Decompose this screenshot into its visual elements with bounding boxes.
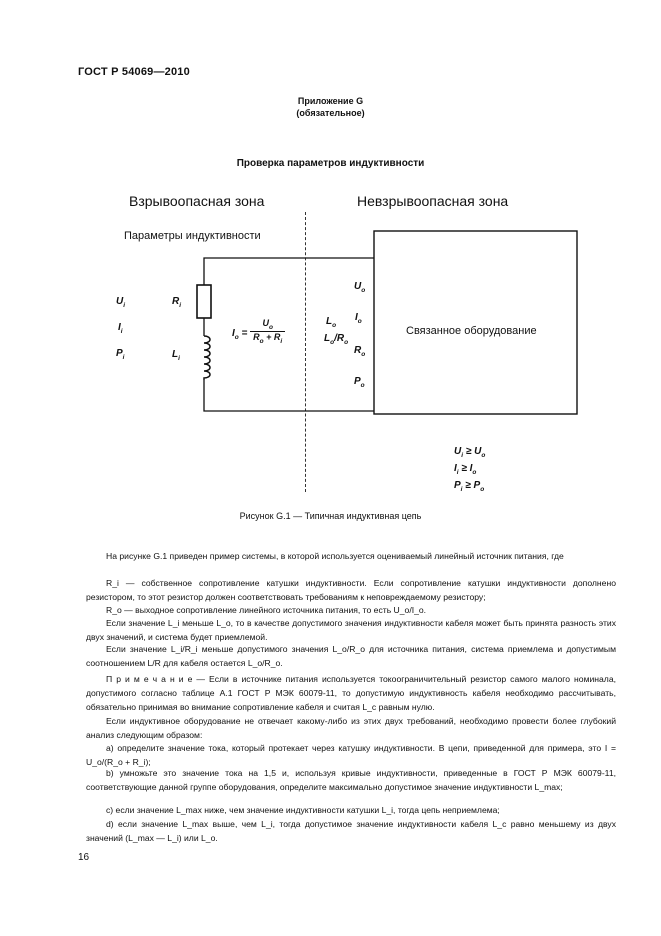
label-lo: $L_o$ [326,316,337,329]
condition-p: $P_i \ge P_o$ [454,480,485,493]
paragraph-1: На рисунке G.1 приведен пример системы, в которой используется оцениваемый линейный источник питания, где [106,551,564,561]
label-io: $I_o$ [355,312,362,325]
label-ro: $R_o$ [354,345,366,358]
section-title: Проверка параметров индуктивности [236,158,425,169]
associated-equipment-label: Связанное оборудование [406,325,537,337]
label-pi: $P_i$ [116,348,125,361]
inductor-symbol [204,336,210,380]
condition-i: $I_i \ge I_o$ [454,463,477,476]
annex-title: Приложение G [297,96,364,106]
paragraph-4: Если значение L_i меньше L_o, то в качестве допустимого значения индуктивности кабеля может быть принята разность этих двух значений, и система будет приемлемой. [86,618,616,642]
step-d: d) если значение L_max выше, чем L_i, тогда допустимое значение индуктивности кабеля L_c равно меньшему из двух значений (L_max — L_i) или L_o. [86,819,616,843]
zone-hazardous-label: Взрывоопасная зона [129,193,265,209]
paragraph-3: R_o — выходное сопротивление линейного источника питания, то есть U_o/I_o. [106,605,427,615]
paragraph-note: П р и м е ч а н и е — Если в источнике питания используется токоограничительный резистор самого малого номинала, допустимого согласно таблице А.1 ГОСТ Р МЭК 60079-11, то допустимую индуктивность кабеля необходимо рассчитывать, обязательно принимая во внимание сопротивление кабеля и считая L_c равным нулю. [86,674,616,712]
figure-caption: Рисунок G.1 — Типичная индуктивная цепь [239,511,422,521]
zone-safe-label: Невзрывоопасная зона [357,193,509,209]
label-uo: $U_o$ [354,281,366,294]
label-po: $P_o$ [354,376,365,389]
label-ii: $I_i$ [118,322,123,335]
annex-type: (обязательное) [296,108,365,118]
step-c: c) если значение L_max ниже, чем значение индуктивности катушки L_i, тогда цепь неприемлема; [106,805,500,815]
paragraph-7: Если индуктивное оборудование не отвечает какому-либо из этих двух требований, необходимо провести более глубокий анализ следующим образом: [86,716,616,740]
label-ri: $R_i$ [172,296,182,309]
current-formula: $I_o$ = $\frac{U_o}{R_o + R_i}$ [232,318,285,345]
paragraph-2: R_i — собственное сопротивление катушки индуктивности. Если сопротивление катушки индуктивности дополнено резистором, то этот резистор должен соответствовать требованиям к неповреждаемому резистору; [86,578,616,602]
standard-header: ГОСТ Р 54069—2010 [78,66,190,78]
resistor-symbol [197,285,211,318]
step-a: a) определите значение тока, который протекает через катушку индуктивности. В цепи, приведенной для примера, это I = U_o/(R_o + R_i); [86,743,616,767]
condition-u: $U_i \ge U_o$ [454,446,486,459]
params-title: Параметры индуктивности [124,230,261,242]
page-number: 16 [78,852,90,863]
paragraph-5: Если значение L_i/R_i меньше допустимого значения L_o/R_o для источника питания, система приемлема и допустимым соотношением L/R для кабеля остается L_o/R_o. [86,644,616,668]
wire-top [204,258,374,285]
step-b: b) умножьте это значение тока на 1,5 и, используя кривые индуктивности, приведенные в ГОСТ Р МЭК 60079-11, соответствующие данной группе оборудования, определите максимально допустимое значение индуктивности L_max; [86,768,616,792]
label-lo-ro: $L_o/R_o$ [324,333,349,346]
label-ui: $U_i$ [116,296,126,309]
wire-bottom [204,380,374,411]
associated-equipment-box [374,231,577,414]
label-li: $L_i$ [172,349,180,362]
